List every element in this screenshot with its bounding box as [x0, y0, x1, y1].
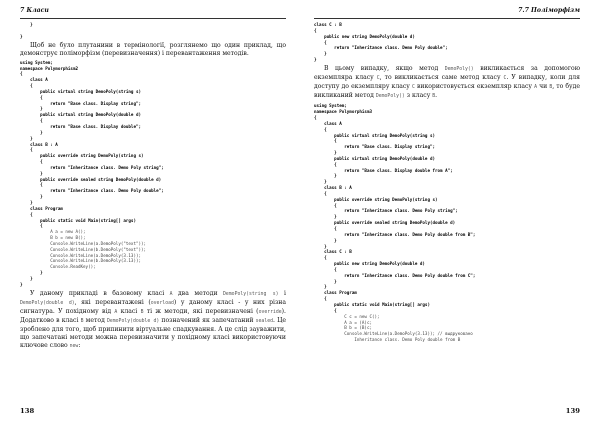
code-line: {: [20, 182, 43, 188]
code-line: {: [20, 147, 33, 153]
text-run: , то викликається саме метод класу: [379, 74, 504, 81]
code-line: }: [20, 275, 33, 281]
inline-code: A: [114, 309, 118, 315]
text-run: :: [78, 342, 81, 350]
text-run: ті ж методи, які перевизначені (: [143, 307, 259, 315]
code-line: Inheritance class. Demo Poly double from B: [314, 337, 461, 343]
inline-code: DemoPoly(): [444, 66, 474, 72]
code-line: Console.WriteLine(b.DemoPoly(3.13));: [20, 258, 142, 264]
code-line: {: [20, 223, 43, 229]
code-line: public override string DemoPoly(string s): [314, 196, 438, 202]
code-line: {: [314, 266, 337, 272]
code-line: return "Inheritance class. Demo Poly string";: [20, 164, 164, 170]
text-run: метод: [83, 316, 107, 324]
text-run: з класу: [404, 92, 433, 100]
code-line: {: [20, 94, 43, 100]
code-line: }: [20, 194, 43, 200]
code-line: namespace Polymorphism2: [20, 65, 78, 71]
code-line: public override sealed string DemoPoly(double d): [314, 220, 456, 226]
code-line: Console.WriteLine(a.DemoPoly(3.13));: [20, 252, 142, 258]
code-line: }: [20, 170, 43, 176]
code-line: {: [314, 296, 327, 302]
code-line: }: [20, 22, 33, 27]
code-block: [314, 22, 580, 63]
code-line: return "Inheritance class. Demo Poly double from C";: [314, 272, 476, 278]
code-line: }: [20, 135, 33, 141]
code-line: public virtual string DemoPoly(string s): [314, 132, 436, 138]
code-line: return "Inheritance class. Demo Poly double";: [20, 188, 164, 194]
code-line: }: [20, 270, 43, 276]
inline-code: DemoPoly(double d): [107, 318, 160, 324]
text-run: позначений як запечатаний: [159, 316, 256, 324]
text-run: два методи: [172, 289, 224, 297]
code-line: namespace Polymorphism3: [314, 109, 372, 115]
code-line: class A: [314, 120, 342, 126]
code-line: {: [314, 255, 327, 261]
code-line: }: [314, 173, 337, 179]
code-line: public new string DemoPoly(double d): [314, 261, 425, 267]
section-title: 7.7 Поліморфізм: [518, 7, 580, 14]
code-line: return "Base class. Display string";: [314, 144, 436, 150]
right-page: [300, 0, 600, 424]
text-run: використовується екземпляр класу: [414, 83, 535, 91]
code-line: public virtual string DemoPoly(double d): [314, 155, 436, 161]
code-line: }: [314, 284, 327, 290]
code-line: {: [314, 161, 337, 167]
code-line: class B : A: [314, 185, 352, 191]
code-line: return "Inheritance class. Demo Poly double";: [314, 45, 448, 51]
code-line: class C : B: [314, 22, 342, 27]
inline-code: override: [258, 309, 282, 315]
inline-code: overload: [150, 300, 174, 306]
code-line: return "Base class. Display string";: [20, 100, 142, 106]
code-line: return "Base class. Display double";: [20, 124, 142, 129]
code-line: public override sealed string DemoPoly(double d): [20, 176, 162, 182]
inline-code: C: [376, 76, 380, 81]
code-line: {: [20, 71, 23, 77]
code-line: }: [314, 243, 327, 249]
text-run: викликається за допомогою екземпляра класу: [314, 64, 580, 81]
code-line: {: [314, 190, 327, 196]
inline-code: A: [169, 291, 173, 297]
code-line: class Program: [314, 290, 357, 296]
text-run: В цьому випадку, якщо метод: [324, 64, 445, 72]
paragraph: [314, 65, 580, 101]
code-block: [20, 60, 286, 288]
paragraph: Щоб не було плутанини в термінології, розглянемо що один приклад, що демонструє поліморфізм (перевизначення) і перевантаження методів.: [20, 41, 286, 57]
code-block: [20, 22, 286, 40]
code-line: A a = (A)c;: [314, 319, 372, 325]
code-line: {: [20, 211, 33, 217]
code-line: Console.WriteLine(a.DemoPoly("text"));: [20, 240, 147, 246]
code-line: {: [20, 118, 43, 124]
inline-code: new: [69, 344, 79, 350]
code-line: }: [314, 214, 337, 220]
code-line: }: [20, 106, 43, 112]
running-header: [314, 4, 580, 19]
code-line: }: [314, 57, 317, 63]
code-line: }: [314, 179, 327, 185]
text-run: , які перевантажені (: [74, 298, 151, 306]
code-line: Console.WriteLine(a.DemoPoly(3.13)); // выдрукованo: [314, 331, 473, 337]
text-run: чи: [537, 83, 550, 91]
code-line: public virtual string DemoPoly(string s): [20, 88, 142, 94]
chapter-title: 7 Класи: [20, 7, 49, 14]
code-line: public new string DemoPoly(double d): [314, 33, 415, 39]
inline-code: B: [549, 85, 553, 91]
text-run: . Це зроблено для того, щоб припинити віртуальне спадкування. А це слід зауважити, що запечатані методи можна перевизначити у похідному класі використовуючи ключове слово: [20, 316, 287, 350]
code-line: }: [314, 237, 337, 243]
code-line: B b = new B();: [20, 235, 86, 241]
code-line: class C : B: [314, 249, 352, 255]
code-line: using System;: [20, 59, 53, 65]
code-line: }: [20, 199, 33, 205]
code-line: Console.WriteLine(b.DemoPoly("text"));: [20, 246, 147, 252]
text-run: ) у даному класі - у них різна сигнатура. У похідному від: [20, 298, 287, 315]
inline-code: A: [534, 85, 537, 91]
code-line: return "Inheritance class. Demo Poly string";: [314, 208, 458, 214]
code-line: B b = (B)c;: [314, 325, 372, 331]
code-line: {: [314, 138, 337, 144]
text-run: класі: [117, 307, 141, 315]
code-line: class A: [20, 77, 48, 83]
code-line: }: [314, 278, 337, 284]
code-line: return "Inheritance class. Demo Poly double from B";: [314, 231, 476, 237]
page-body: [20, 22, 286, 353]
running-header: [20, 4, 286, 19]
code-line: return "Base class. Display double from A";: [314, 167, 453, 173]
code-line: Console.ReadKey();: [20, 264, 96, 270]
text-run: і: [278, 289, 286, 297]
code-line: A a = new A();: [20, 229, 86, 235]
code-line: class B : A: [20, 141, 58, 147]
paragraph: [20, 290, 286, 352]
text-run: , то буде викликаний метод: [314, 83, 581, 100]
page-number: 139: [565, 407, 580, 415]
inline-code: C: [503, 76, 507, 81]
code-line: {: [20, 83, 33, 89]
text-run: ). Додатково в класі: [20, 307, 286, 324]
code-line: class Program: [20, 205, 63, 211]
code-line: {: [314, 226, 337, 231]
text-run: У даному прикладі в базовому класі: [30, 289, 170, 297]
inline-code: sealed: [255, 318, 273, 324]
inline-code: C: [411, 85, 415, 91]
page-body: [314, 22, 580, 343]
inline-code: DemoPoly(double d): [20, 300, 75, 306]
code-line: {: [314, 27, 317, 33]
code-line: }: [20, 33, 23, 39]
code-line: {: [314, 126, 327, 132]
code-line: public static void Main(string[] args): [20, 217, 136, 223]
code-line: public override string DemoPoly(string s): [20, 153, 144, 159]
inline-code: DemoPoly(string s): [223, 291, 279, 297]
inline-code: DemoPoly(): [375, 94, 405, 100]
code-line: }: [314, 51, 327, 57]
code-line: }: [20, 281, 23, 287]
code-line: {: [314, 307, 337, 313]
code-line: public virtual string DemoPoly(double d): [20, 112, 142, 118]
code-line: {: [314, 114, 317, 120]
code-line: public static void Main(string[] args): [314, 301, 430, 307]
inline-code: B: [140, 309, 144, 315]
inline-code: B: [80, 318, 84, 324]
code-block: [314, 103, 580, 343]
text-run: .: [435, 92, 438, 100]
page-number: 138: [20, 407, 35, 415]
code-line: {: [314, 39, 327, 45]
inline-code: B: [432, 94, 436, 100]
code-line: using System;: [314, 103, 347, 109]
code-line: {: [314, 202, 337, 208]
code-line: {: [20, 159, 43, 165]
text-run: . У випадку, коли для доступу до екземпляру класу: [314, 74, 580, 91]
code-line: C c = new C();: [314, 313, 380, 319]
code-line: }: [20, 129, 43, 135]
code-line: }: [314, 150, 337, 156]
